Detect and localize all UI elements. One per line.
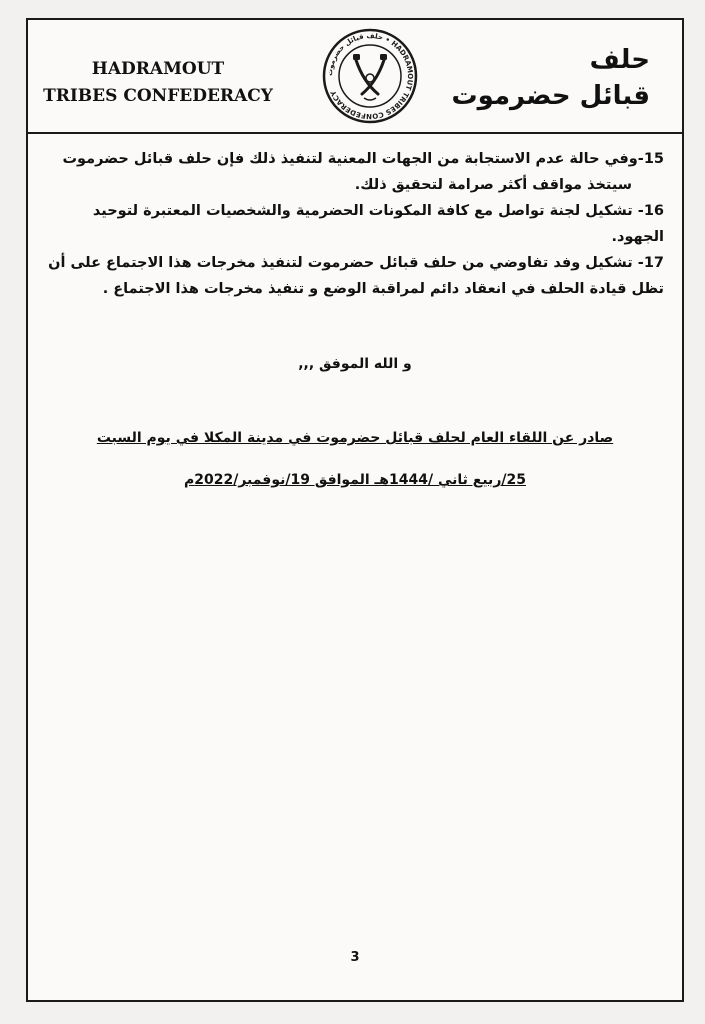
item-17-line2: تظل قيادة الحلف في انعقاد دائم لمراقبة الوضع و تنفيذ مخرجات هذا الاجتماع . [102,281,664,297]
english-name-line2: TRIBES CONFEDERACY [43,86,273,106]
item-15-line1: 15-وفي حالة عدم الاستجابة من الجهات المعنية لتنفيذ ذلك فإن حلف قبائل حضرموت [62,151,664,167]
document-page [26,18,684,1002]
arabic-name-line1: حلف [589,45,650,75]
closing-phrase: و الله الموفق ,,, [298,356,412,372]
issued-date: 25/ربيع ثاني /1444هـ الموافق 19/نوفمبر/2022م [184,472,526,488]
item-17-line1: 17- تشكيل وفد تفاوضي من حلف قبائل حضرموت لتنفيذ مخرجات هذا الاجتماع على أن [48,255,664,271]
organization-seal-logo [320,26,420,126]
issued-statement: صادر عن اللقاء العام لحلف قبائل حضرموت في مدينة المكلا في يوم السبت [96,430,614,446]
arabic-name-line2: قبائل حضرموت [451,81,650,111]
letterhead [28,20,682,134]
item-15-line2: سيتخذ مواقف أكثر صرامة لتحقيق ذلك. [354,177,632,193]
page-number: 3 [350,950,360,965]
english-name-line1: HADRAMOUT [91,59,225,79]
resolution-items [40,146,664,302]
item-16-line1: 16- تشكيل لجنة تواصل مع كافة المكونات الحضرمية والشخصيات المعتبرة لتوحيد الجهود. [92,203,664,245]
arabic-organization-name [430,42,650,114]
svg-text:حلف قبائل حضرموت • HADRAMOUT T: حلف قبائل حضرموت • HADRAMOUT TRIBES CONFEDERACY [325,31,415,121]
english-organization-name [38,56,278,110]
